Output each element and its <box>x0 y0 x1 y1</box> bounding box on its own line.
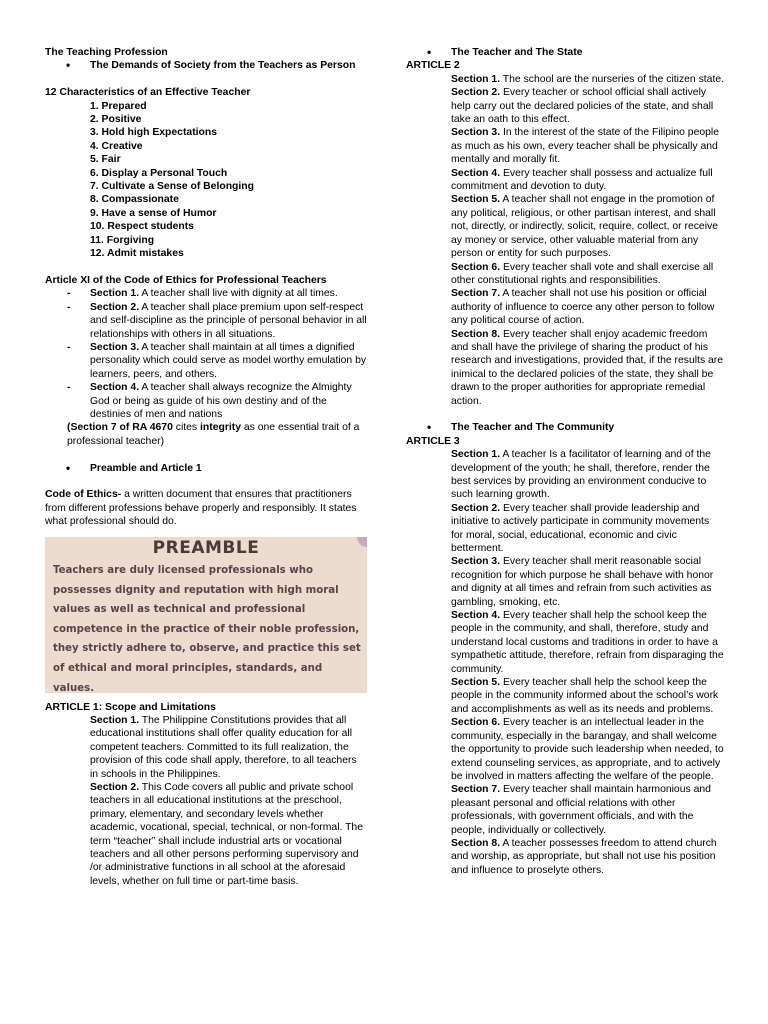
list-item: 12. Admit mistakes <box>90 248 184 260</box>
list-item: 4. Creative <box>90 140 143 152</box>
article11-title: Article XI of the Code of Ethics for Professional Teachers <box>45 274 327 286</box>
preamble-image <box>45 537 367 693</box>
list-item: 2. Positive <box>90 114 142 126</box>
list-item: - Section 1. A teacher shall live with dignity at all times. <box>67 288 338 300</box>
list-item: Section 3. Every teacher shall merit reasonable social recognition for which purpose he shall behave with honor and dignity at all times and refrain from such activities as gambling, smoking, etc. <box>451 556 714 608</box>
list-item: 9. Have a sense of Humor <box>90 207 217 219</box>
article3-title: ARTICLE 3 <box>406 435 460 447</box>
list-item: Section 7. A teacher shall not use his position or official authority of influence to coerce any other person to follow any political course of action. <box>451 288 715 327</box>
preamble-heading: PREAMBLE <box>152 537 260 558</box>
list-item: 7. Cultivate a Sense of Belonging <box>90 181 254 193</box>
list-item: Section 3. In the interest of the state of the Filipino people as much as his own, every teacher shall be physically and mentally and morally fit. <box>451 127 720 166</box>
list-item: Section 1. A teacher Is a facilitator of learning and of the development of the youth; he shall, therefore, render the best services by providing an environment conducive to such learning growth. <box>451 449 711 501</box>
list-item: Section 1. The school are the nurseries of the citizen state. <box>451 73 724 85</box>
list-item: Section 5. A teacher shall not engage in the promotion of any political, religious, or other partisan interest, and shall not, directly, or indirectly, solicit, require, collect, or receive ay money or service, other valuable material from any person or entity for such purposes. <box>451 194 718 260</box>
preamble-body: Teachers are duly licensed professionals who possesses dignity and reputation with high moral values as well as technical and professional competence in the practice of their noble profession, they strictly adhere to, observe, and practice this set of ethical and moral principles, standards, and values. <box>53 564 361 694</box>
list-item: Section 6. Every teacher shall vote and shall exercise all other constitutional rights and responsibilities. <box>451 261 714 286</box>
list-item: Section 5. Every teacher shall help the school keep the people in the community informed about the school’s work and accomplishments as well as its needs and problems. <box>451 677 719 715</box>
bullet-teacher-community: • The Teacher and The Community <box>406 421 724 434</box>
list-item: Section 2. This Code covers all public and private school teachers in all educational institutions at the preschool, primary, elementary, and secondary levels whether academic, vocational, special, technical, or non-formal. The term “teacher” shall include industrial arts or vocational teachers and all other persons performing supervisory and /or administrative functions in all school at the aforesaid levels, whether on full time or part-time basis. <box>90 782 363 887</box>
article1-title: ARTICLE 1: Scope and Limitations <box>45 701 216 713</box>
list-item: Section 7. Every teacher shall maintain harmonious and pleasant personal and official relations with other professionals, with government officials, and with the people, individually or collectively. <box>451 784 711 836</box>
list-item: 1. Prepared <box>90 100 147 112</box>
list-item: 8. Compassionate <box>90 194 179 206</box>
list-item: - Section 3. A teacher shall maintain at all times a dignified personality which could serve as model worthy emulation by learners, peers, and others. <box>67 341 367 380</box>
list-item: 6. Display a Personal Touch <box>90 167 228 179</box>
document-title: The Teaching Profession <box>45 47 168 58</box>
ra4670-note: (Section 7 of RA 4670 cites integrity as one essential trait of a professional teacher) <box>67 422 360 447</box>
left-column <box>45 46 367 888</box>
code-of-ethics-definition: Code of Ethics- a written document that ensures that practitioners from different professions behave properly and responsibly. It states what professional should do. <box>45 489 357 528</box>
bullet-preamble: • Preamble and Article 1 <box>45 462 367 475</box>
list-item: 10. Respect students <box>90 221 194 233</box>
characteristics-title: 12 Characteristics of an Effective Teacher <box>45 87 251 99</box>
list-item: Section 4. Every teacher shall help the school keep the people in the community, and shall, therefore, study and understand local customs and traditions in order to have a sympathetic attitude, therefore, refrain from disparaging the community. <box>451 610 724 675</box>
list-item: Section 4. Every teacher shall possess and actualize full commitment and devotion to duty. <box>451 167 713 193</box>
list-item: Section 8. A teacher possesses freedom to attend church and worship, as appropriate, but shall not use his position and influence to proselyte others. <box>451 837 717 876</box>
list-item: Section 2. Every teacher shall provide leadership and initiative to actively participate in community movements for moral, social, educational, economic and civic betterment. <box>451 502 710 555</box>
list-item: - Section 4. A teacher shall always recognize the Almighty God or being as guide of his own destiny and of the destinies of men and nations <box>67 382 352 420</box>
list-item: Section 6. Every teacher is an intellectual leader in the community, especially in the barangay, and shall welcome the opportunity to provide such leadership when needed, to extend counseling services, as appropriate, and to actively be involved in matters affecting the welfare of the people. <box>451 717 724 782</box>
characteristics-list <box>45 100 367 261</box>
article2-title: ARTICLE 2 <box>406 60 460 72</box>
list-item: Section 2. Every teacher or school official shall actively help carry out the declared policies of the state, and shall take an oath to this effect. <box>451 87 714 126</box>
bullet-demands: • The Demands of Society from the Teachers as Person <box>45 59 367 72</box>
bullet-teacher-state: • The Teacher and The State <box>406 46 724 59</box>
list-item: 11. Forgiving <box>90 234 155 246</box>
list-item: Section 8. Every teacher shall enjoy academic freedom and shall have the privilege of sharing the product of his research and investigations, provided that, if the results are inimical to the declared policies of the state, they shall be drawn to the proper authorities for appropriate remedial action. <box>451 328 724 407</box>
right-column <box>406 46 724 877</box>
list-item: Section 1. The Philippine Constitutions provides that all educational institutions shall offer quality education for all competent teachers. Committed to its full realization, the provision of this code shall apply, therefore, to all teachers in schools in the Philippines. <box>90 714 357 780</box>
list-item: - Section 2. A teacher shall place premium upon self-respect and self-discipline as the principle of personal behavior in all relationships with others in all situations. <box>67 301 367 340</box>
list-item: 5. Fair <box>90 154 121 166</box>
list-item: 3. Hold high Expectations <box>90 127 218 139</box>
